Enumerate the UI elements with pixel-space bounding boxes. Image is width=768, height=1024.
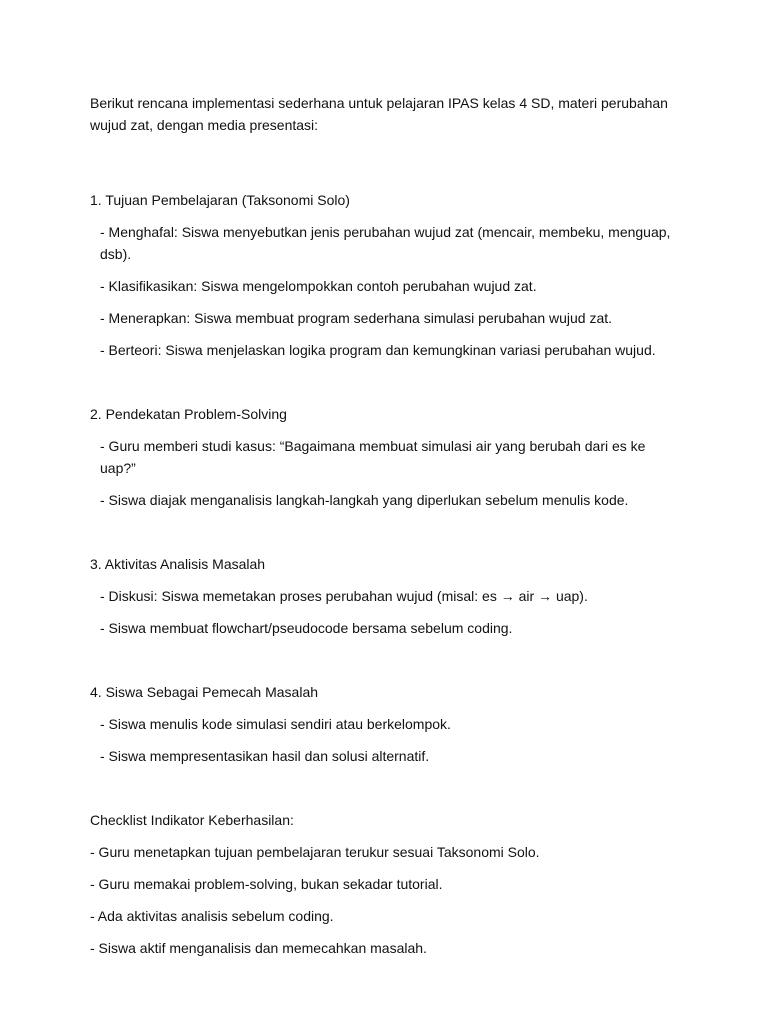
list-item: - Berteori: Siswa menjelaskan logika program dan kemungkinan variasi perubahan wujud. [100,342,656,358]
section-problem-solving [90,403,680,511]
section-heading: 2. Pendekatan Problem-Solving [90,406,287,422]
section-problem-solvers [90,681,680,767]
list-item: - Siswa mempresentasikan hasil dan solusi alternatif. [100,748,430,764]
section-heading: 3. Aktivitas Analisis Masalah [90,556,266,572]
section-heading: 1. Tujuan Pembelajaran (Taksonomi Solo) [90,192,350,208]
section-problem-analysis [90,553,680,639]
list-item: - Guru memberi studi kasus: “Bagaimana membuat simulasi air yang berubah dari es ke uap?” [100,438,646,476]
list-item: - Siswa diajak menganalisis langkah-langkah yang diperlukan sebelum menulis kode. [100,492,629,508]
list-item: - Klasifikasikan: Siswa mengelompokkan contoh perubahan wujud zat. [100,278,537,294]
list-item: - Siswa menulis kode simulasi sendiri atau berkelompok. [100,716,451,732]
checklist-item: - Guru menetapkan tujuan pembelajaran terukur sesuai Taksonomi Solo. [90,844,540,860]
checklist-item: - Ada aktivitas analisis sebelum coding. [90,908,334,924]
list-item: - Siswa membuat flowchart/pseudocode bersama sebelum coding. [100,620,513,636]
document-page [90,92,680,959]
checklist-item: - Guru memakai problem-solving, bukan sekadar tutorial. [90,876,443,892]
checklist-item: - Siswa aktif menganalisis dan memecahkan masalah. [90,940,427,956]
section-learning-objectives [90,189,680,361]
checklist-title: Checklist Indikator Keberhasilan: [90,812,294,828]
section-heading: 4. Siswa Sebagai Pemecah Masalah [90,684,319,700]
list-item: - Menerapkan: Siswa membuat program sederhana simulasi perubahan wujud zat. [100,310,613,326]
list-item: - Menghafal: Siswa menyebutkan jenis perubahan wujud zat (mencair, membeku, menguap, dsb). [100,224,671,262]
success-checklist [90,809,680,959]
list-item: - Diskusi: Siswa memetakan proses perubahan wujud (misal: es → air → uap). [100,588,588,604]
intro-paragraph: Berikut rencana implementasi sederhana untuk pelajaran IPAS kelas 4 SD, materi perubahan wujud zat, dengan media presentasi: [90,95,668,133]
